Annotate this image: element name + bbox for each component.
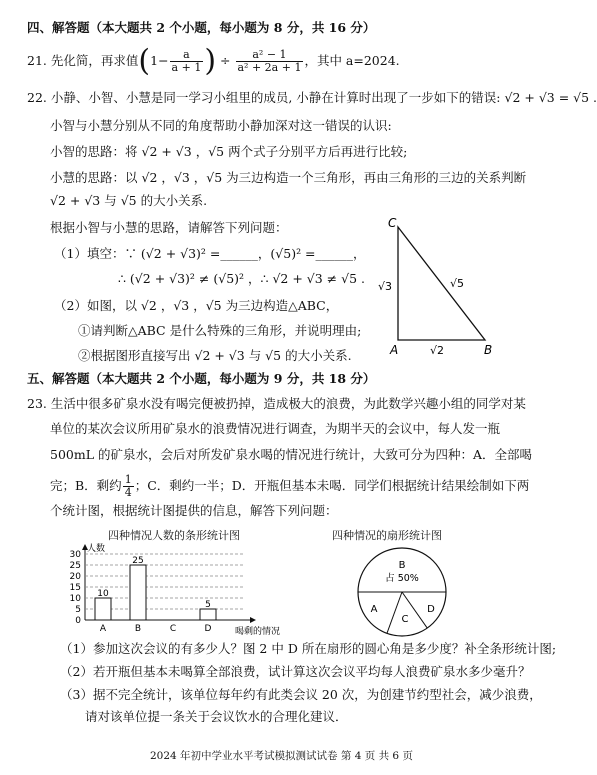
section5-header [27, 371, 375, 387]
bar-value-label: 25 [132, 556, 144, 566]
y-tick-label: 30 [69, 550, 81, 560]
y-tick-label: 10 [69, 594, 81, 604]
q23-sub-3b: 请对该单位提一条关于会议饮水的合理化建议． [85, 709, 348, 724]
q23-sub-3a: （3）据不完全统计，该单位每年约有此类会议 20 次，为创建节约型社会，减少浪费， [60, 687, 542, 702]
side-cb-label: √5 [450, 277, 465, 290]
triangle-abc [398, 227, 485, 340]
vertex-c-label: C [388, 216, 397, 230]
q22-line-10: ①请判断△ABC 是什么特殊的三角形，并说明理由; [78, 323, 362, 338]
section4-title: 四、解答题 [27, 20, 90, 35]
pie-label-c: C [401, 614, 409, 625]
bar-A [95, 598, 111, 620]
q22-line-4: 小慧的思路：以 √2 ，√3 ，√5 为三边构造一个三角形，再由三角形的三边的关系判断 [50, 170, 527, 185]
bar-value-label: 5 [205, 600, 211, 610]
q22-line-8: ∴ (√2 + √3)² ≠ (√5)² ，∴ √2 + √3 ≠ √5 . [118, 271, 365, 286]
q22-line-3: 小智的思路：将 √2 + √3 ，√5 两个式子分别平方后再进行比较; [50, 144, 408, 159]
q23-line-5: 个统计图，根据统计图提供的信息，解答下列问题： [50, 503, 338, 518]
section5-title: 五、解答题 [27, 371, 90, 386]
q21-divide: ÷ [220, 53, 231, 68]
q23-frac-num: 1 [124, 473, 132, 486]
q23-sub-1: （1）参加这次会议的有多少人？图 2 中 D 所在扇形的圆心角是多少度？补全条形统计图; [60, 641, 557, 656]
q22-line-7: （1）填空：∵ (√2 + √3)² =______，(√5)² =______， [54, 246, 366, 261]
q21-f2-den: a² + 2a + 1 [237, 61, 302, 74]
y-tick-label: 20 [69, 572, 81, 582]
q23-sub-2: （2）若开瓶但基本未喝算全部浪费，试计算这次会议平均每人浪费矿泉水多少毫升？ [60, 664, 531, 679]
q23-line-2: 单位的某次会议所用矿泉水的浪费情况进行调查，为期半天的会议中，每人发一瓶 [50, 421, 501, 436]
y-tick-label: 15 [69, 583, 81, 593]
q21-number: 21. [27, 53, 47, 68]
q22-line-5: √2 + √3 与 √5 的大小关系. [50, 193, 208, 208]
q23-line-4b: ；C．剩约一半；D．开瓶但基本未喝．同学们根据统计结果绘制如下两 [134, 478, 530, 493]
x-tick-label: D [204, 624, 212, 634]
q23-frac-den: 4 [124, 486, 132, 499]
pie-label-a: A [370, 604, 378, 615]
y-tick-label: 5 [75, 605, 81, 615]
bar-value-label: 10 [97, 589, 109, 599]
section5-note: （本大题共 2 个小题，每小题为 9 分，共 18 分） [89, 371, 376, 386]
q21-minus: − [158, 53, 169, 68]
q22-line-11: ②根据图形直接写出 √2 + √3 与 √5 的大小关系. [78, 348, 352, 363]
q23-fraction [123, 474, 134, 499]
x-tick-label: C [169, 624, 177, 634]
bar-chart [55, 540, 315, 635]
paren-close-icon: ) [204, 43, 217, 79]
q23-line-4a: 完；B．剩约 [50, 478, 122, 493]
vertex-a-label: A [390, 343, 399, 357]
section4-note: （本大题共 2 个小题，每小题为 8 分，共 16 分） [89, 20, 376, 35]
pie-label-d: D [427, 604, 435, 615]
x-axis-arrow-icon [250, 617, 256, 623]
pie-chart [330, 540, 480, 640]
y-tick-label: 25 [69, 561, 81, 571]
x-tick-label: A [99, 624, 107, 634]
triangle-figure [370, 215, 510, 360]
q21-prefix: 先化简，再求值 [50, 53, 139, 68]
pie-annotation: 占 50% [385, 573, 419, 584]
q22-line-6: 根据小智与小慧的思路，请解答下列问题： [50, 220, 288, 235]
q22-line-2: 小智与小慧分别从不同的角度帮助小静加深对这一错误的认识: [50, 118, 392, 133]
bar-D [200, 609, 216, 620]
q22-line-9: （2）如图，以 √2 ，√3 ，√5 为三边构造△ABC， [54, 298, 339, 313]
q21-f1-den: a + 1 [171, 61, 202, 74]
side-ab-label: √2 [430, 344, 445, 357]
q21-f1-num: a [170, 49, 204, 62]
q21-fraction-1 [170, 49, 204, 74]
q23-line-3: 500mL 的矿泉水，会后对所发矿泉水喝的情况进行统计，大致可分为四种：A．全部喝 [50, 447, 533, 462]
x-tick-label: B [134, 624, 142, 634]
y-tick-label: 0 [75, 616, 81, 626]
q21-f2-num: a² − 1 [236, 49, 304, 62]
x-axis-label: 喝剩的情况 [235, 627, 281, 637]
pie-label-b: B [398, 560, 406, 571]
q21-fraction-2 [236, 49, 304, 74]
page-footer: 2024 年初中学业水平考试模拟测试试卷 第 4 页 共 6 页 [150, 750, 413, 762]
side-ac-label: √3 [378, 280, 393, 293]
q21-one: 1 [150, 53, 159, 68]
y-axis-label: 人数 [87, 544, 106, 554]
q23-line-4 [50, 474, 529, 499]
vertex-b-label: B [484, 343, 493, 357]
q22-line-1: 22. 小静、小智、小慧是同一学习小组里的成员, 小静在计算时出现了一步如下的错误: √2 + √3 = √5 . [27, 90, 597, 105]
bar-chart-title: 四种情况人数的条形统计图 [108, 529, 240, 542]
q21-suffix: ，其中 a=2024. [304, 53, 400, 68]
pie-chart-title: 四种情况的扇形统计图 [332, 529, 442, 542]
paren-open-icon: ( [138, 43, 151, 79]
q23-line-1: 23. 生活中很多矿泉水没有喝完便被扔掉，造成极大的浪费，为此数学兴趣小组的同学对某 [27, 396, 526, 411]
bar-B [130, 565, 146, 620]
section4-header [27, 20, 375, 36]
question-21 [27, 43, 400, 79]
